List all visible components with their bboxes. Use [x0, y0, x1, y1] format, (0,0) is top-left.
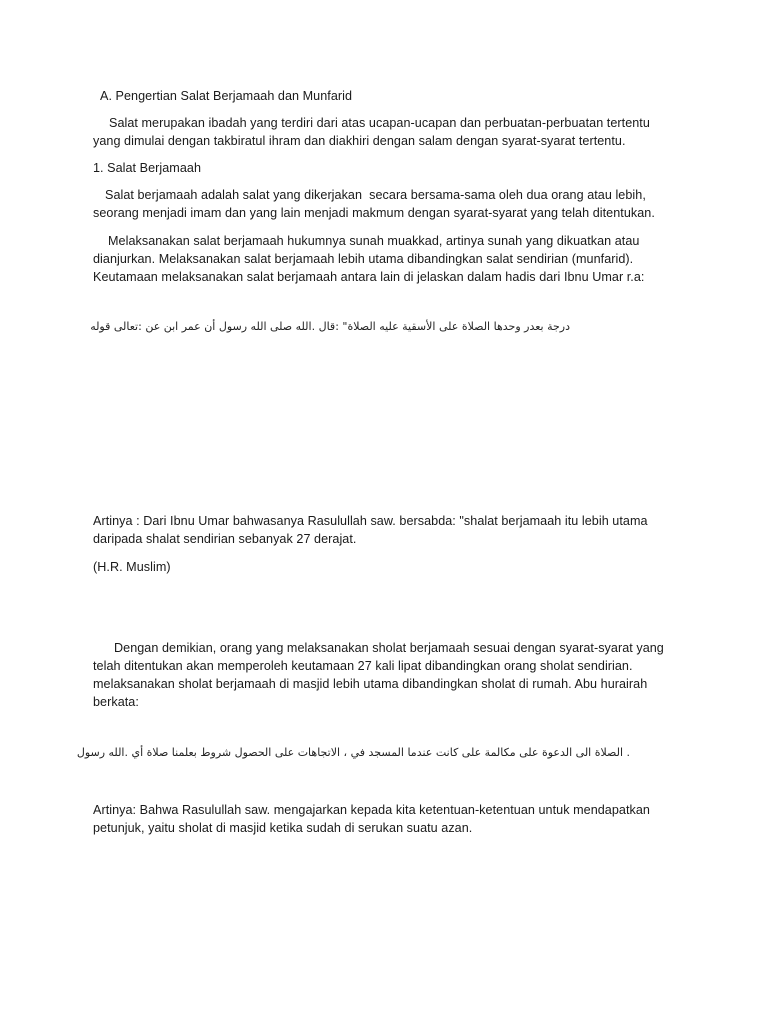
hadith-1-arabic: درجة بعدر وحدها الصلاة على الأسقية عليه الصلاة" :قال .الله صلى الله رسول أن عمر ابن عن :تعالى قوله	[90, 320, 570, 333]
definition-line-1: Salat berjamaah adalah salat yang dikerjakan secara bersama-sama oleh dua orang atau lebih,	[105, 188, 646, 202]
hadith-2-translation-line-1: Artinya: Bahwa Rasulullah saw. mengajarkan kepada kita ketentuan-ketentuan untuk mendapatkan	[93, 803, 650, 817]
ruling-line-2: dianjurkan. Melaksanakan salat berjamaah lebih utama dibandingkan salat sendirian (munfarid).	[93, 252, 634, 266]
conclusion-line-4: berkata:	[93, 695, 139, 709]
hadith-2-arabic: . الصلاة الى الدعوة على مكالمة على كانت عندما المسجد في ، الاتجاهات على الحصول شروط بعلمنا صلاة أي .الله رسول	[76, 746, 630, 759]
ruling-line-1: Melaksanakan salat berjamaah hukumnya sunah muakkad, artinya sunah yang dikuatkan atau	[108, 234, 640, 248]
hadith-1-translation-line-2: daripada shalat sendirian sebanyak 27 derajat.	[93, 532, 357, 546]
conclusion-line-1: Dengan demikian, orang yang melaksanakan sholat berjamaah sesuai dengan syarat-syarat yang	[114, 641, 664, 655]
intro-line-1: Salat merupakan ibadah yang terdiri dari atas ucapan-ucapan dan perbuatan-perbuatan tertentu	[109, 116, 650, 130]
hadith-2-translation-line-2: petunjuk, yaitu sholat di masjid ketika sudah di serukan suatu azan.	[93, 821, 473, 835]
subheading: 1. Salat Berjamaah	[93, 161, 202, 175]
ruling-line-3: Keutamaan melaksanakan salat berjamaah antara lain di jelaskan dalam hadis dari Ibnu Umar r.a:	[93, 270, 645, 284]
section-heading: A. Pengertian Salat Berjamaah dan Munfarid	[100, 89, 353, 103]
hadith-1-source: (H.R. Muslim)	[93, 560, 171, 574]
definition-line-2: seorang menjadi imam dan yang lain menjadi makmum dengan syarat-syarat yang telah ditentukan.	[93, 206, 655, 220]
intro-line-2: yang dimulai dengan takbiratul ihram dan diakhiri dengan salam dengan syarat-syarat tertentu.	[93, 134, 626, 148]
hadith-1-translation-line-1: Artinya : Dari Ibnu Umar bahwasanya Rasulullah saw. bersabda: "shalat berjamaah itu lebih utama	[93, 514, 648, 528]
conclusion-line-2: telah ditentukan akan memperoleh keutamaan 27 kali lipat dibandingkan orang sholat sendirian.	[93, 659, 633, 673]
conclusion-line-3: melaksanakan sholat berjamaah di masjid lebih utama dibandingkan sholat di rumah. Abu hurairah	[93, 677, 648, 691]
